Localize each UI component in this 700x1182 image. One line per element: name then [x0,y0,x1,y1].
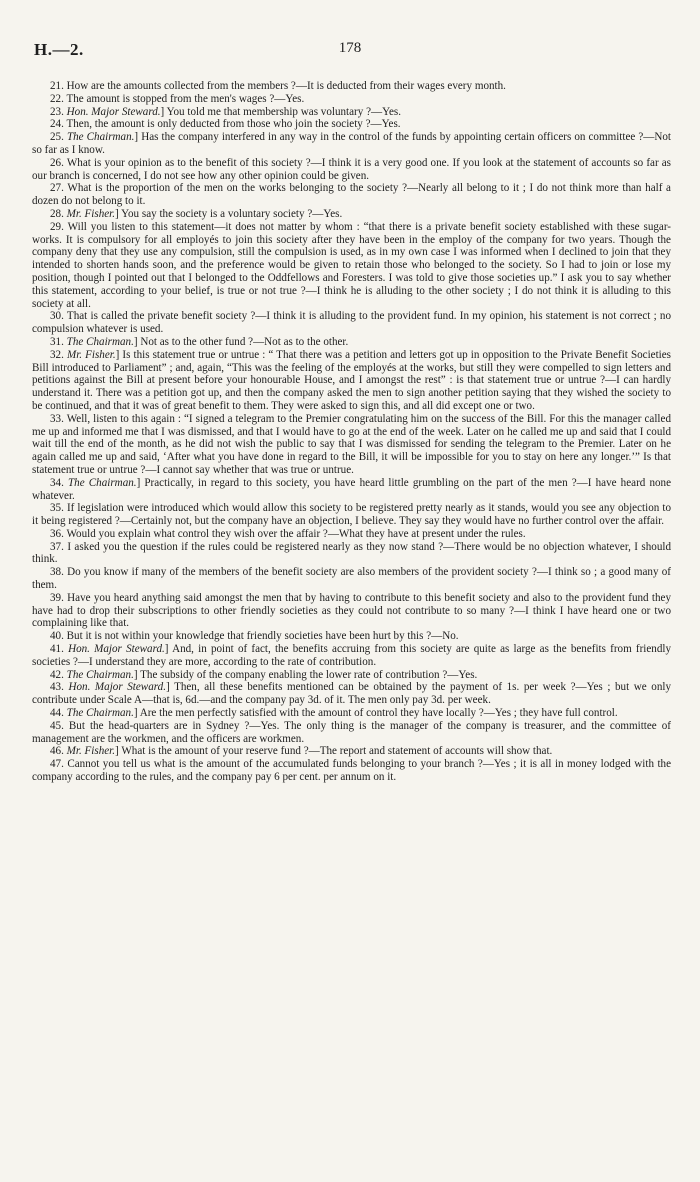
question-text: The subsidy of the company enabling the lower rate of contribution ?—Yes. [140,668,478,681]
question-paragraph [32,528,671,541]
question-number: 34. [50,476,64,489]
question-paragraph [32,310,671,336]
question-text: You say the society is a voluntary society ?—Yes. [121,207,343,220]
question-paragraph: 23. Hon. Major Steward.] You told me that membership was voluntary ?—Yes. [50,105,402,118]
question-text: But the head-quarters are in Sydney ?—Yes. The only thing is the manager of the company is treasurer, and the committee of management are the workmen, and the officers are workmen. [32,719,671,745]
question-text: Then, all these benefits mentioned can be obtained by the payment of 1s. per week ?—Yes ; but we only contribute under Scale A—that is, 6d.—and the company pay 3d. of it. The men only pay 3d. per week. [32,681,671,707]
question-text: Then, the amount is only deducted from those who join the society ?—Yes. [66,118,401,131]
question-number: 35. [50,502,64,515]
speaker-name: The Chairman. [66,335,134,348]
question-number: 23. [50,105,64,118]
question-paragraph [32,182,671,208]
question-text: If legislation were introduced which would allow this society to be registered pretty nearly as it stands, would you see any objection to it being registered ?—Certainly not, but the company have an objection, I believe. They say they would have no further control over the affair. [32,502,671,528]
question-paragraph: 25. The Chairman.] Has the company interfered in any way in the control of the funds by appointing certain officers on committee ?—Not so far as I know. [32,131,672,156]
speaker-name: Mr. Fisher. [66,745,116,758]
question-number: 29. [50,220,64,233]
question-paragraph: 28. Mr. Fisher.] You say the society is a voluntary society ?—Yes. [50,207,343,220]
question-number: 36. [50,527,64,540]
question-paragraph [32,720,671,746]
question-paragraph: 41. Hon. Major Steward.] And, in point of fact, the benefits accruing from this society are quite as large as the benefits from friendly societies ?—I understand they are more, according to the rate of contribution. [32,643,672,668]
speaker-name: Hon. Major Steward. [68,681,166,694]
question-paragraph: 43. Hon. Major Steward.] Then, all these benefits mentioned can be obtained by the payment of 1s. per week ?—Yes ; but we only contribute under Scale A—that is, 6d.—and the company pay 3d. of it. The men only pay 3d. per week. [32,681,671,707]
question-text: Do you know if many of the members of the benefit society are also members of the provident society ?—I think so ; a good many of them. [32,566,671,592]
question-paragraph [32,592,671,630]
question-paragraph: 32. Mr. Fisher.] Is this statement true or untrue : “ That there was a petition and letters got up in opposition to the Private Benefit Societies Bill introduced to Parliament” ; and, again, “This was the feeling of the employés at the works, but still they were compelled to sign letters and petitions against the Bill at present before your honourable House, and I amongst the rest” : is that statement true or untrue ?—I can hardly understand it. There was a petition got up, and then the company asked the men to sign another petition saying that they wished the society to be continued, and that it was of great benefit to them. They were asked to sign this, and all did except one or two. [32,348,672,412]
speaker-name: Hon. Major Steward. [68,643,165,656]
question-paragraph [32,630,671,643]
question-number: 37. [50,540,64,553]
question-text: Practically, in regard to this society, you have heard little grumbling on the part of the men ?—I have heard none whatever. [32,476,672,502]
question-paragraph: 34. The Chairman.] Practically, in regard to this society, you have heard little grumbling on the part of the men ?—I have heard none whatever. [32,476,672,502]
question-number: 21. [50,80,64,92]
question-text: Are the men perfectly satisfied with the amount of control they have locally ?—Yes ; they have full control. [139,707,618,720]
question-paragraph: 42. The Chairman.] The subsidy of the company enabling the lower rate of contribution ?—Yes. [50,668,478,681]
question-paragraph [32,80,671,93]
question-text: How are the amounts collected from the members ?—It is deducted from their wages every month. [66,80,506,92]
question-number: 31. [50,335,64,348]
question-paragraph [32,566,671,592]
question-paragraph: 31. The Chairman.] Not as to the other fund ?—Not as to the other. [50,335,349,348]
question-paragraph [32,221,671,311]
question-text: Has the company interfered in any way in the control of the funds by appointing certain officers on committee ?—Not so far as I know. [32,131,672,156]
question-number: 39. [50,591,64,604]
page-header [34,40,666,66]
question-text: But it is not within your knowledge that friendly societies have been hurt by this ?—No. [66,630,459,643]
question-text: Well, listen to this again : “I signed a telegram to the Premier congratulating him on the success of the Bill. For this the manager called me up and informed me that I was dismissed, and that I would have to go at the end of the week. Later on he called me up and said that I could wait till the end of the month, as he did not wish the public to say that I was dismissed for sending the telegram to the Premier. Later on he again called me up and said, ‘After what you have done in regard to the Bill, it will be impossible for you to stay on here any longer.’” Is that statement true or untrue ?—I cannot say whether that was true or untrue. [32,412,671,476]
question-text: Will you listen to this statement—it does not matter by whom : “that there is a private benefit society established with these sugar-works. It is compulsory for all employés to join this society after they have been in the employ of the company for two years. Though the company deny that they use any compulsion, still the compulsion is used, as in my own case I was informed when I declined to join that they intended to shorten hands soon, and the preference would be given to retain those who belonged to the society. So I had to join or lose my position, though I pointed out that I belonged to the Oddfellows and Foresters. I was told to give those societies up.” I ask you to say whether this statement, according to your belief, is true or not true ?—I think he is alluding to the other society ; I do not think it is alluding to this society at all. [32,220,672,310]
question-paragraph [32,157,671,183]
question-number: 27. [50,182,64,195]
question-text: Not as to the other fund ?—Not as to the other. [140,335,349,348]
speaker-name: The Chairman. [66,707,134,720]
question-paragraph [32,502,671,528]
question-number: 32. [50,348,64,361]
speaker-name: The Chairman. [66,668,134,681]
question-number: 33. [50,412,64,425]
question-paragraph: 46. Mr. Fisher.] What is the amount of your reserve fund ?—The report and statement of accounts will show that. [50,745,553,758]
question-text: Cannot you tell us what is the amount of the accumulated funds belonging to your branch ?—Yes ; it is all in money lodged with the company according to the rules, and the company pay 6 per cent. per annum on it. [32,758,671,784]
question-number: 44. [50,707,64,720]
question-number: 40. [50,630,64,643]
question-number: 45. [50,719,64,732]
question-text: I asked you the question if the rules could be registered nearly as they now stand ?—There would be no objection whatever, I should think. [32,540,671,566]
question-paragraph [32,758,671,784]
question-text: That is called the private benefit society ?—I think it is alluding to the provident fund. In my opinion, his statement is not correct ; no compulsion whatever is used. [32,310,671,336]
question-number: 41. [50,643,64,656]
question-text: You told me that membership was voluntary ?—Yes. [166,105,402,118]
question-number: 42. [50,668,64,681]
question-number: 28. [50,207,64,220]
question-number: 43. [50,681,64,694]
question-paragraph [32,413,671,477]
question-number: 26. [50,156,64,169]
speaker-name: Hon. Major Steward. [66,105,161,118]
question-text: Is this statement true or untrue : “ That there was a petition and letters got up in opposition to the Private Benefit Societies Bill introduced to Parliament” ; and, again, “This was the feeling of the employés at the works, but still they were compelled to sign letters and petitions against the Bill at present before your honourable House, and I amongst the rest” : is that statement true or untrue ?—I can hardly understand it. There was a petition got up, and then the company asked the men to sign another petition saying that they wished the society to be continued, and that it was of great benefit to them. They were asked to sign this, and all did except one or two. [32,348,672,412]
question-text: Would you explain what control they wish over the affair ?—What they have at present under the rules. [66,527,526,540]
question-text: What is the amount of your reserve fund ?—The report and statement of accounts will show that. [121,745,553,758]
question-text: Have you heard anything said amongst the men that by having to contribute to this benefit society and also to the provident fund they have had to drop their subscriptions to other friendly societies as they could not contribute to so many ?—I think I have heard one or two complaining like that. [32,591,671,630]
speaker-name: The Chairman. [68,476,137,489]
question-number: 30. [50,310,64,323]
speaker-name: Mr. Fisher. [66,348,116,361]
question-number: 25. [50,131,64,144]
question-number: 47. [50,758,64,771]
question-paragraph [32,541,671,567]
question-paragraph [32,93,671,106]
question-text: And, in point of fact, the benefits accruing from this society are quite as large as the benefits from friendly societies ?—I understand they are more, according to the rate of contribution. [32,643,672,668]
question-number: 46. [50,745,64,758]
speaker-name: Mr. Fisher. [66,207,116,220]
evidence-transcript [32,80,671,784]
page-number: 178 [338,40,362,56]
document-reference: H.—2. [34,40,84,59]
question-text: What is the proportion of the men on the works belonging to the society ?—Nearly all belong to it ; I do not think more than half a dozen do not belong to it. [32,182,671,208]
question-paragraph [32,118,671,131]
question-number: 38. [50,566,64,579]
question-text: What is your opinion as to the benefit of this society ?—I think it is a very good one. If you look at the statement of accounts so far as our branch is concerned, I do not see how any other opinion could be given. [32,156,672,182]
question-text: The amount is stopped from the men's wages ?—Yes. [66,92,305,105]
question-paragraph: 44. The Chairman.] Are the men perfectly satisfied with the amount of control they have locally ?—Yes ; they have full control. [50,707,618,720]
question-number: 22. [50,92,64,105]
question-number: 24. [50,118,64,131]
speaker-name: The Chairman. [66,131,135,144]
